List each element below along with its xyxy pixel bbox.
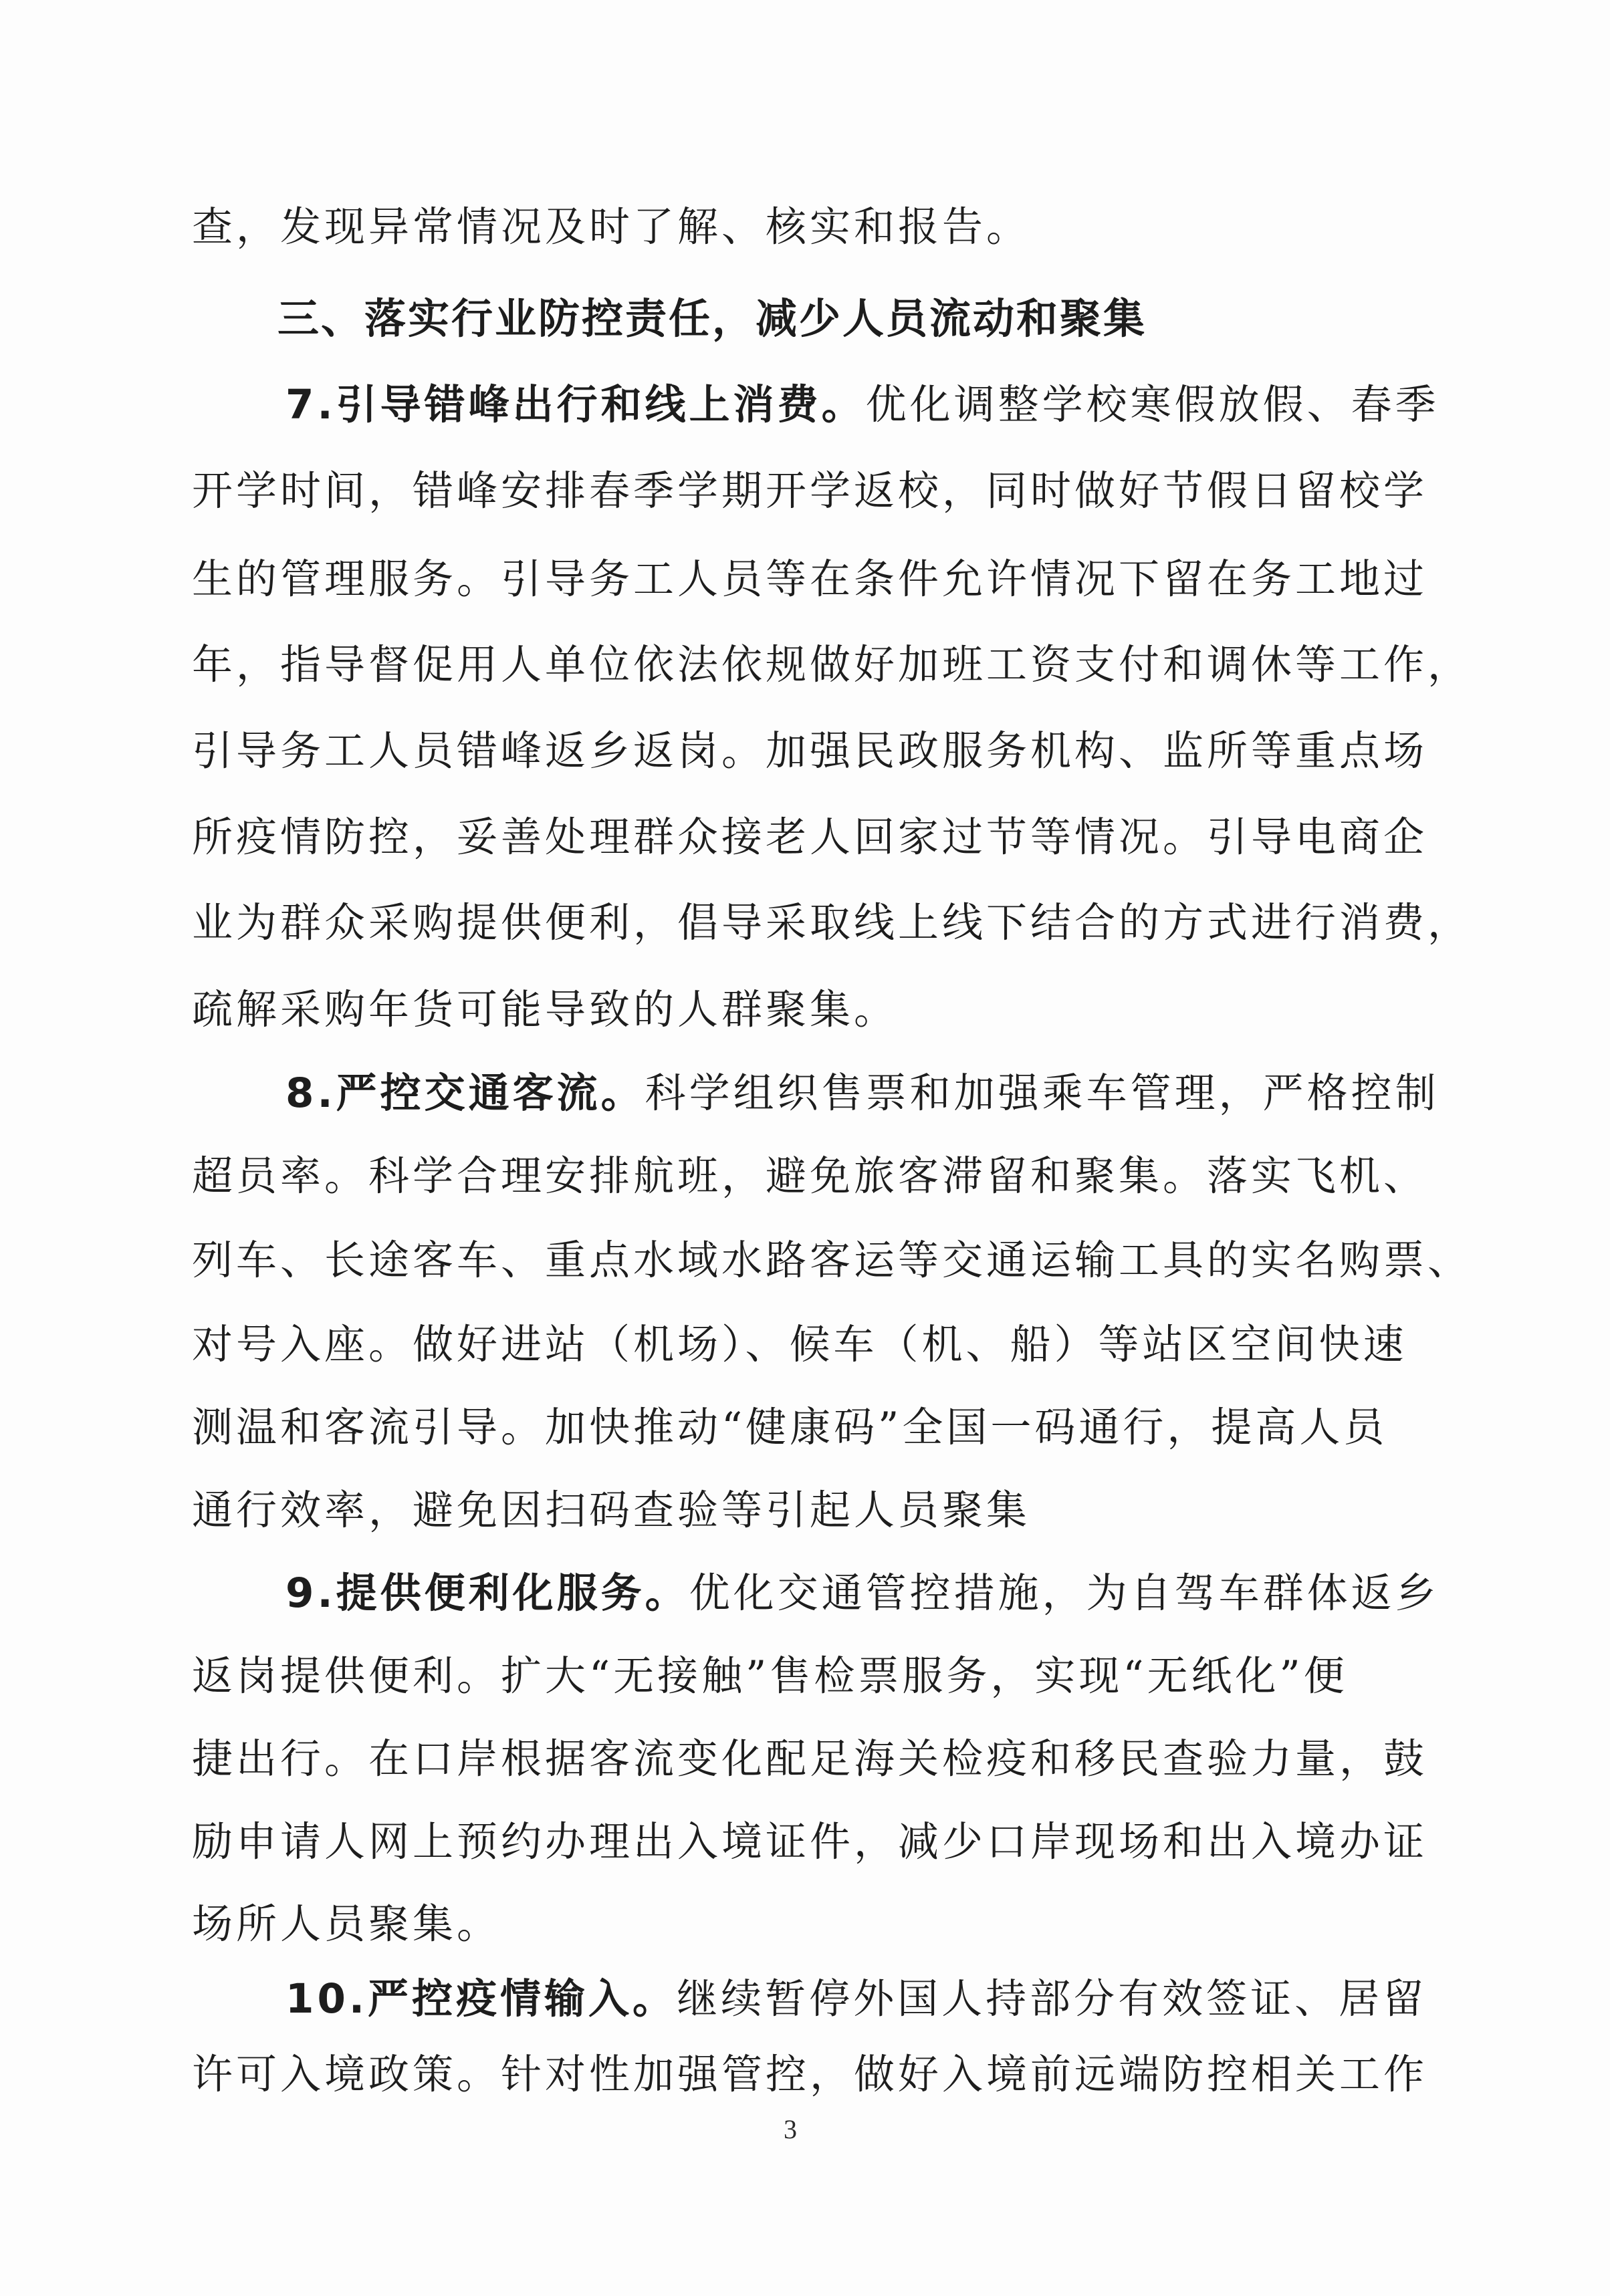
text-line: 业为群众采购提供便利，倡导采取线上线下结合的方式进行消费， xyxy=(192,899,1472,946)
text-line: 年，指导督促用人单位依法依规做好加班工资支付和调休等工作， xyxy=(192,641,1472,688)
paragraph-10-lead: 10.严控疫情输入。 xyxy=(285,1975,677,2023)
text-line: 对号入座。做好进站（机场）、候车（机、船）等站区空间快速 xyxy=(192,1321,1407,1368)
paragraph-9-text: 优化交通管控措施，为自驾车群体返乡 xyxy=(689,1569,1440,1617)
paragraph-7-first-line xyxy=(285,380,1549,430)
text-line: 超员率。科学合理安排航班，避免旅客滞留和聚集。落实飞机、 xyxy=(192,1152,1428,1200)
paragraph-8-first-line xyxy=(285,1068,1549,1119)
paragraph-9-first-line xyxy=(285,1568,1549,1619)
text-line: 引导务工人员错峰返乡返岗。加强民政服务机构、监所等重点场 xyxy=(192,727,1428,775)
text-line: 许可入境政策。针对性加强管控，做好入境前远端防控相关工作 xyxy=(192,2051,1428,2098)
text-line: 测温和客流引导。加快推动“健康码”全国一码通行，提高人员 xyxy=(192,1404,1388,1451)
paragraph-7-text: 优化调整学校寒假放假、春季 xyxy=(865,381,1440,428)
text-line: 所疫情防控，妥善处理群众接老人回家过节等情况。引导电商企 xyxy=(192,813,1428,861)
paragraph-10-first-line xyxy=(285,1974,1549,2025)
paragraph-7-lead: 7.引导错峰出行和线上消费。 xyxy=(285,381,866,428)
text-line: 返岗提供便利。扩大“无接触”售检票服务，实现“无纸化”便 xyxy=(192,1652,1348,1700)
text-line: 疏解采购年货可能导致的人群聚集。 xyxy=(192,986,899,1033)
page-number: 3 xyxy=(784,2114,797,2144)
text-line: 场所人员聚集。 xyxy=(192,1900,501,1948)
text-line: 开学时间，错峰安排春季学期开学返校，同时做好节假日留校学 xyxy=(192,467,1428,515)
text-line: 捷出行。在口岸根据客流变化配足海关检疫和移民查验力量，鼓 xyxy=(192,1735,1428,1783)
text-line: 通行效率，避免因扫码查验等引起人员聚集 xyxy=(192,1487,1031,1534)
paragraph-8-text: 科学组织售票和加强乘车管理，严格控制 xyxy=(645,1069,1440,1117)
text-line: 励申请人网上预约办理出入境证件，减少口岸现场和出入境办证 xyxy=(192,1818,1428,1866)
paragraph-10-text: 继续暂停外国人持部分有效签证、居留 xyxy=(677,1975,1427,2023)
section-heading: 三、落实行业防控责任，减少人员流动和聚集 xyxy=(277,294,1147,343)
text-line: 查，发现异常情况及时了解、核实和报告。 xyxy=(192,203,1031,251)
text-line: 列车、长途客车、重点水域水路客运等交通运输工具的实名购票、 xyxy=(192,1237,1472,1284)
paragraph-8-lead: 8.严控交通客流。 xyxy=(285,1069,645,1117)
paragraph-9-lead: 9.提供便利化服务。 xyxy=(285,1569,689,1617)
text-line: 生的管理服务。引导务工人员等在条件允许情况下留在务工地过 xyxy=(192,555,1428,603)
